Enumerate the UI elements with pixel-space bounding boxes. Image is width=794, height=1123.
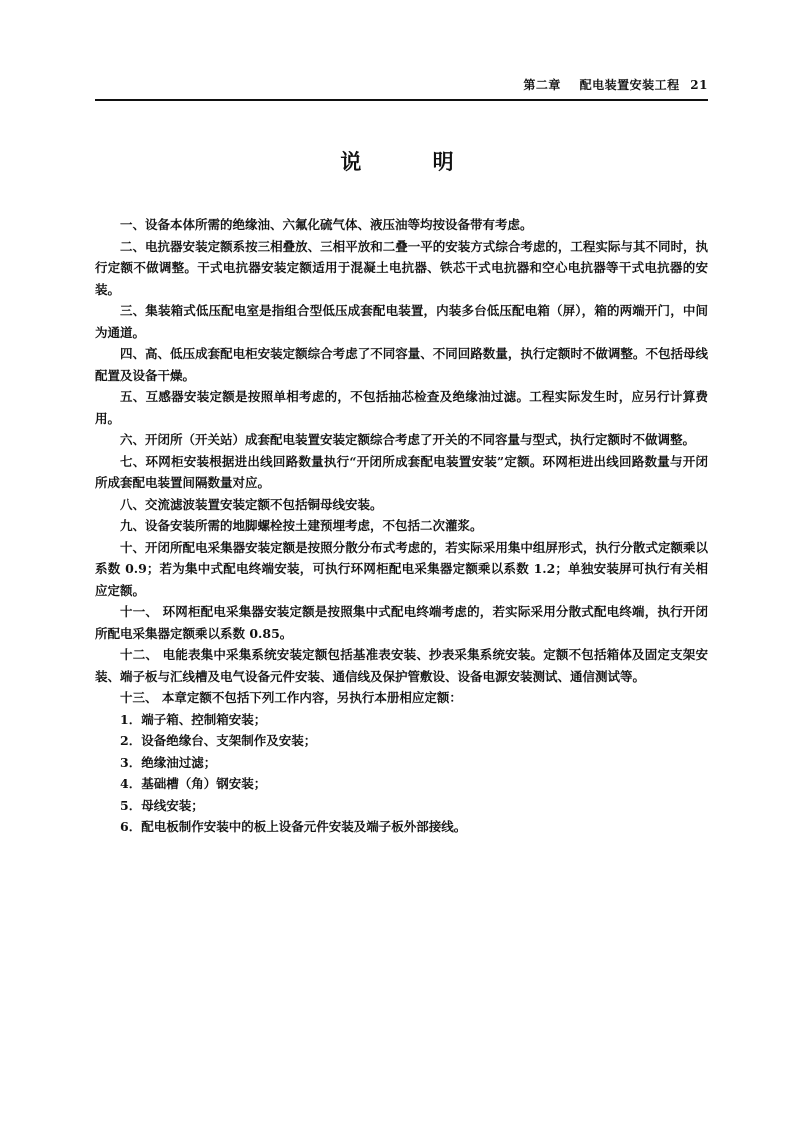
paragraph-13: 十三、 本章定额不包括下列工作内容，另执行本册相应定额：	[120, 690, 462, 705]
list-item-2: 2．设备绝缘台、支架制作及安装；	[120, 733, 317, 748]
paragraph-11: 十一、 环网柜配电采集器安装定额是按照集中式配电终端考虑的，若实际采用分散式配电终端，执行开闭所配电采集器定额乘以系数 0.85。	[95, 604, 708, 641]
paragraph-12: 十二、 电能表集中采集系统安装定额包括基准表安装、抄表采集系统安装。定额不包括箱体及固定支架安装、端子板与汇线槽及电气设备元件安装、通信线及保护管敷设、设备电源安装测试、通信测试等。	[95, 647, 708, 684]
paragraph-5: 五、互感器安装定额是按照单相考虑的，不包括抽芯检查及绝缘油过滤。工程实际发生时，应另行计算费用。	[95, 389, 708, 426]
page-header	[95, 76, 708, 93]
list-item-5: 5．母线安装；	[120, 797, 204, 813]
paragraph-7: 七、环网柜安装根据进出线回路数量执行“开闭所成套配电装置安装”定额。环网柜进出线回路数量与开闭所成套配电装置间隔数量对应。	[95, 453, 708, 490]
page-number: 21	[690, 78, 708, 92]
paragraph-1: 一、设备本体所需的绝缘油、六氟化硫气体、液压油等均按设备带有考虑。	[120, 217, 533, 232]
page-title: 说 明	[340, 149, 486, 174]
paragraph-6: 六、开闭所（开关站）成套配电装置安装定额综合考虑了开关的不同容量与型式，执行定额时不做调整。	[120, 432, 696, 447]
list-item-1: 1．端子箱、控制箱安装；	[120, 711, 267, 727]
paragraph-3: 三、集装箱式低压配电室是指组合型低压成套配电装置，内装多台低压配电箱（屏），箱的两端开门，中间为通道。	[95, 303, 708, 340]
chapter-label: 第二章	[523, 78, 561, 92]
paragraph-9: 九、设备安装所需的地脚螺栓按土建预埋考虑，不包括二次灌浆。	[120, 518, 483, 533]
list-item-4: 4．基础槽（角）钢安装；	[120, 776, 267, 791]
paragraph-8: 八、交流滤波装置安装定额不包括铜母线安装。	[120, 496, 383, 512]
paragraph-4: 四、高、低压成套配电柜安装定额综合考虑了不同容量、不同回路数量，执行定额时不做调整。不包括母线配置及设备干燥。	[95, 346, 708, 383]
header-rule	[95, 99, 708, 101]
paragraph-10: 十、开闭所配电采集器安装定额是按照分散分布式考虑的，若实际采用集中组屏形式，执行分散式定额乘以系数 0.9；若为集中式配电终端安装，可执行环网柜配电采集器定额乘以系数 1.2；单独安装屏可执行有关相应定额。	[95, 539, 708, 598]
paragraph-2: 二、电抗器安装定额系按三相叠放、三相平放和二叠一平的安装方式综合考虑的，工程实际与其不同时，执行定额不做调整。干式电抗器安装定额适用于混凝土电抗器、铁芯干式电抗器和空心电抗器等干式电抗器的安装。	[95, 238, 708, 297]
section-label: 配电装置安装工程	[579, 78, 680, 92]
list-item-6: 6．配电板制作安装中的板上设备元件安装及端子板外部接线。	[120, 819, 467, 834]
list-item-3: 3．绝缘油过滤；	[120, 754, 217, 770]
document-body	[95, 214, 708, 838]
